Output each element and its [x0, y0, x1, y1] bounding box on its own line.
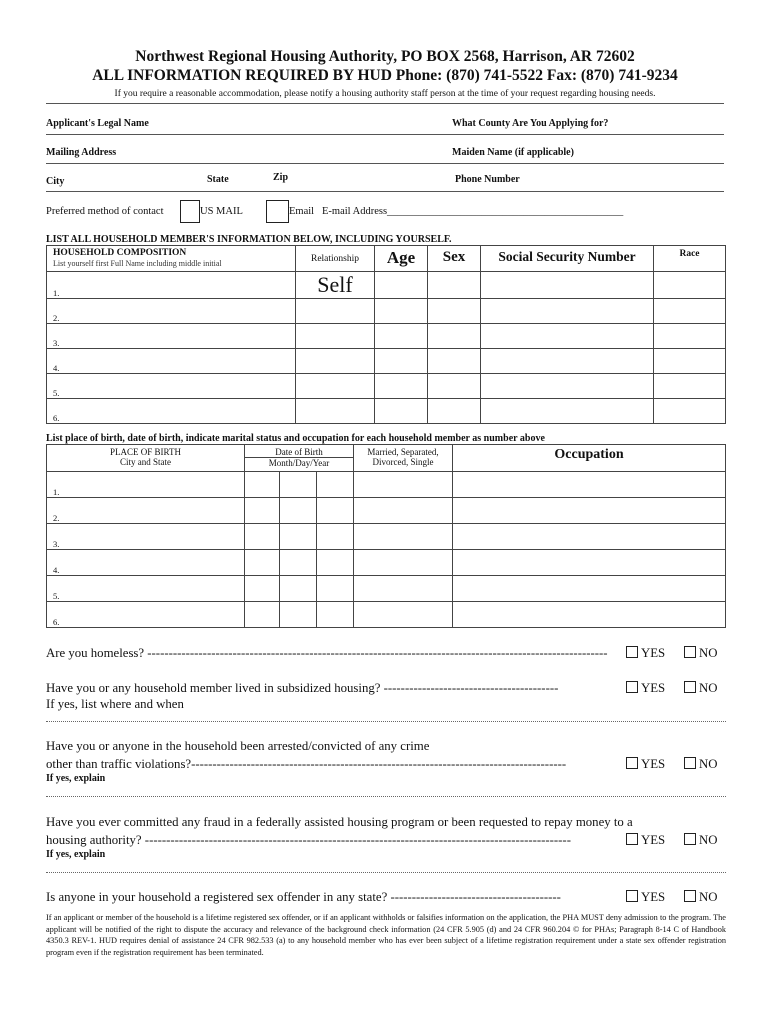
phone-label: Phone Number [455, 174, 520, 185]
composition-header: HOUSEHOLD COMPOSITION [53, 248, 187, 258]
accommodation-note: If you require a reasonable accommodation, please notify a housing authority staff person at the time of your request regarding housing needs. [114, 89, 656, 99]
fraud-question-2: housing authority? ---------------------------------------------------------------------------------------------------- [46, 833, 571, 847]
household-row-number: 5. [53, 388, 60, 398]
age-cell[interactable] [375, 272, 428, 299]
checkbox-icon [626, 757, 638, 769]
checkbox-icon [684, 757, 696, 769]
household-instruction: LIST ALL HOUSEHOLD MEMBER'S INFORMATION BELOW, INCLUDING YOURSELF. [46, 234, 452, 245]
checkbox-icon [684, 646, 696, 658]
city-label: City [46, 176, 65, 187]
ssn-header: Social Security Number [498, 249, 636, 264]
occupation-header: Occupation [554, 447, 624, 462]
disclaimer: If an applicant or member of the household is a lifetime registered sex offender, or if an applicant withholds or falsifies information on the application, the PHA MUST deny admission to the program. The applicant will be notified of the right to dispute the accuracy and relevance of the background check information (24 CFR 5.905 (d) and 24 CFR 960.204 © for PHAs; Paragraph 8-14 C of Handbook 4350.3 REV-1. HUD requires denial of assistance 24 CFR 982.533 (a) to any household member who has ever been subject of a lifetime registration requirement under a state sex offender registration program even if the registration requirement has been terminated. [46, 913, 726, 957]
checkbox-icon [626, 681, 638, 693]
subsidized-answer-line[interactable] [46, 721, 726, 722]
arrested-answer-line[interactable] [46, 796, 726, 797]
birth-row-number: 5. [53, 591, 60, 601]
dob-subheader: Month/Day/Year [245, 457, 353, 468]
email-label: Email [289, 206, 315, 217]
household-row-number: 6. [53, 413, 60, 423]
sex-cell[interactable] [428, 272, 481, 299]
homeless-yes[interactable]: YES [626, 646, 665, 661]
sex-offender-yes[interactable]: YES [626, 890, 665, 905]
subsidized-yes[interactable]: YES [626, 681, 665, 696]
hud-line: ALL INFORMATION REQUIRED BY HUD Phone: (870) 741-5522 Fax: (870) 741-9234 [92, 67, 678, 84]
birth-row-number: 2. [53, 513, 60, 523]
county-label: What County Are You Applying for? [452, 118, 609, 129]
subsidized-question: Have you or any household member lived in subsidized housing? ----------------------------------------- [46, 681, 559, 695]
checkbox-icon [684, 681, 696, 693]
email-checkbox[interactable] [266, 200, 289, 223]
arrested-question-1: Have you or anyone in the household been arrested/convicted of any crime [46, 739, 430, 753]
household-row-number: 1. [53, 288, 60, 298]
checkbox-icon [626, 833, 638, 845]
composition-subheader: List yourself first Full Name including middle initial [53, 259, 222, 268]
subsidized-no[interactable]: NO [684, 681, 717, 696]
birth-instruction: List place of birth, date of birth, indicate marital status and occupation for each household member as number above [46, 433, 545, 444]
checkbox-icon [684, 833, 696, 845]
dob-header: Date of Birth [275, 447, 323, 457]
arrested-yes[interactable]: YES [626, 757, 665, 772]
birth-row-number: 6. [53, 617, 60, 627]
fraud-explain-label: If yes, explain [46, 849, 106, 860]
race-cell[interactable] [654, 272, 726, 299]
birth-row-number: 3. [53, 539, 60, 549]
org-title: Northwest Regional Housing Authority, PO BOX 2568, Harrison, AR 72602 [135, 48, 635, 65]
us-mail-label: US MAIL [200, 206, 243, 217]
homeless-no[interactable]: NO [684, 646, 717, 661]
race-header: Race [679, 249, 700, 259]
us-mail-checkbox[interactable] [180, 200, 200, 223]
checkbox-icon [626, 646, 638, 658]
subsidized-followup: If yes, list where and when [46, 697, 184, 711]
birth-row-number: 1. [53, 487, 60, 497]
preferred-contact-label: Preferred method of contact [46, 206, 164, 217]
homeless-question: Are you homeless? ------------------------------------------------------------------------------------------------------------ [46, 646, 608, 660]
relationship-self: Self [317, 272, 353, 297]
marital-subheader: Divorced, Single [372, 457, 434, 467]
state-label: State [207, 174, 229, 185]
marital-header: Married, Separated, [367, 447, 439, 457]
arrested-explain-label: If yes, explain [46, 773, 106, 784]
checkbox-icon [684, 890, 696, 902]
relationship-header: Relationship [310, 254, 360, 264]
birth-table [46, 444, 726, 628]
household-row-number: 2. [53, 313, 60, 323]
age-header: Age [386, 248, 416, 267]
maiden-name-label: Maiden Name (if applicable) [452, 147, 574, 158]
zip-label: Zip [273, 172, 289, 183]
fraud-question-1: Have you ever committed any fraud in a federally assisted housing program or been requested to repay money to a [46, 815, 633, 829]
arrested-question-2: other than traffic violations?---------------------------------------------------------------------------------------- [46, 757, 567, 771]
sex-header: Sex [442, 249, 466, 265]
fraud-yes[interactable]: YES [626, 833, 665, 848]
mailing-address-label: Mailing Address [46, 147, 117, 158]
sex-offender-no[interactable]: NO [684, 890, 717, 905]
place-subheader: City and State [120, 457, 171, 467]
legal-name-label: Applicant's Legal Name [46, 118, 149, 129]
sex-offender-question: Is anyone in your household a registered sex offender in any state? ---------------------------------------- [46, 890, 561, 904]
fraud-no[interactable]: NO [684, 833, 717, 848]
ssn-cell[interactable] [481, 272, 654, 299]
email-address-field[interactable]: E-mail Address_____________________________________________ [322, 206, 624, 217]
arrested-no[interactable]: NO [684, 757, 717, 772]
fraud-answer-line[interactable] [46, 872, 726, 873]
birth-row-number: 4. [53, 565, 60, 575]
checkbox-icon [626, 890, 638, 902]
household-row-number: 3. [53, 338, 60, 348]
household-table [46, 245, 726, 424]
household-row-number: 4. [53, 363, 60, 373]
place-header: PLACE OF BIRTH [110, 447, 181, 457]
